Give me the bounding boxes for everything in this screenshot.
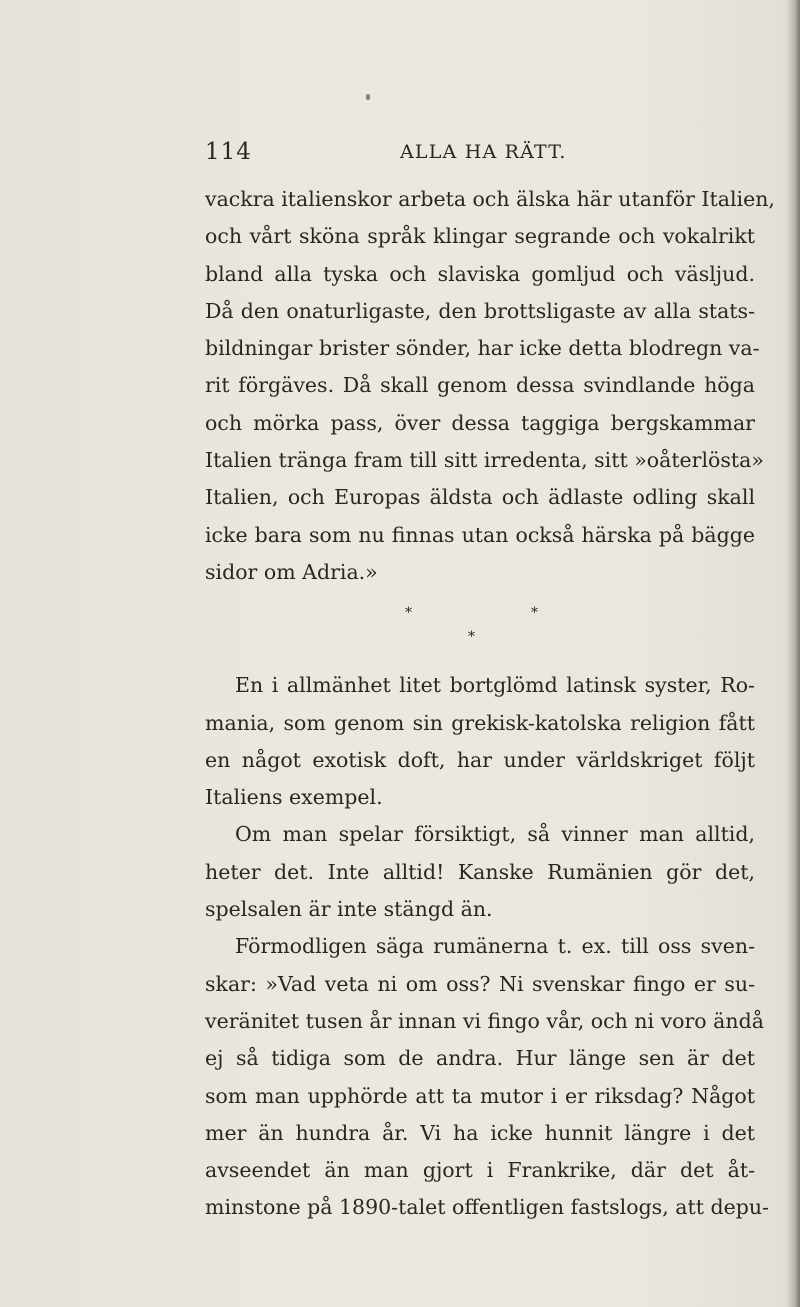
text-line: heter det. Inte alltid! Kanske Rumänien gör det, bbox=[205, 859, 755, 884]
paragraph-romania bbox=[205, 667, 755, 816]
text-line: En i allmänhet litet bortglömd latinsk syster, Ro- bbox=[235, 673, 755, 698]
text-line: avseendet än man gjort i Frankrike, där det åt- bbox=[205, 1158, 755, 1183]
text-line: en något exotisk doft, har under världskriget följt bbox=[205, 747, 755, 772]
page-number: 114 bbox=[205, 139, 252, 165]
paragraph-formodligen bbox=[205, 928, 769, 1226]
text-line: vackra italienskor arbeta och älska här utanför Italien, bbox=[205, 187, 775, 211]
text-line: icke bara som nu finnas utan också härska på bägge bbox=[205, 522, 755, 547]
body-text bbox=[205, 181, 775, 1227]
text-line: Då den onaturligaste, den brottsligaste av alla stats- bbox=[205, 298, 755, 323]
text-line: rit förgäves. Då skall genom dessa svindlande höga bbox=[205, 373, 755, 398]
text-line: minstone på 1890-talet offentligen fastslogs, att depu- bbox=[205, 1195, 769, 1220]
text-line: spelsalen är inte stängd än. bbox=[205, 897, 493, 922]
text-line: sidor om Adria.» bbox=[205, 559, 378, 584]
paragraph-continued bbox=[205, 181, 775, 591]
text-line: bland alla tyska och slaviska gomljud och väsljud. bbox=[205, 261, 755, 286]
asterism-star: * bbox=[531, 605, 538, 622]
text-line: bildningar brister sönder, har icke detta blodregn va- bbox=[205, 336, 760, 361]
page-edge-shadow bbox=[786, 0, 800, 1307]
asterism-star: * bbox=[405, 605, 412, 622]
text-line: Om man spelar försiktigt, så vinner man alltid, bbox=[235, 822, 755, 847]
text-line: Italien tränga fram till sitt irredenta, sitt »oåterlösta» bbox=[205, 448, 764, 473]
section-break-asterism bbox=[205, 591, 755, 667]
text-line: Förmodligen säga rumänerna t. ex. till oss sven- bbox=[235, 934, 755, 959]
paper-speck bbox=[366, 94, 370, 100]
text-line: mania, som genom sin grekisk-katolska religion fått bbox=[205, 710, 755, 735]
text-line: skar: »Vad veta ni om oss? Ni svenskar fingo er su- bbox=[205, 971, 755, 996]
page-header bbox=[205, 139, 755, 173]
text-line: som man upphörde att ta mutor i er riksdag? Något bbox=[205, 1083, 755, 1108]
text-line: Italien, och Europas äldsta och ädlaste odling skall bbox=[205, 485, 755, 510]
text-line: mer än hundra år. Vi ha icke hunnit längre i det bbox=[205, 1120, 755, 1145]
text-line: Italiens exempel. bbox=[205, 785, 383, 810]
asterism-star: * bbox=[468, 629, 475, 646]
paragraph-spelar bbox=[205, 816, 755, 928]
text-line: och vårt sköna språk klingar segrande och vokalrikt bbox=[205, 224, 755, 249]
text-line: veränitet tusen år innan vi fingo vår, och ni voro ändå bbox=[205, 1008, 764, 1033]
text-line: och mörka pass, över dessa taggiga bergskammar bbox=[205, 410, 755, 435]
running-title: ALLA HA RÄTT. bbox=[400, 141, 567, 163]
text-line: ej så tidiga som de andra. Hur länge sen är det bbox=[205, 1046, 755, 1071]
